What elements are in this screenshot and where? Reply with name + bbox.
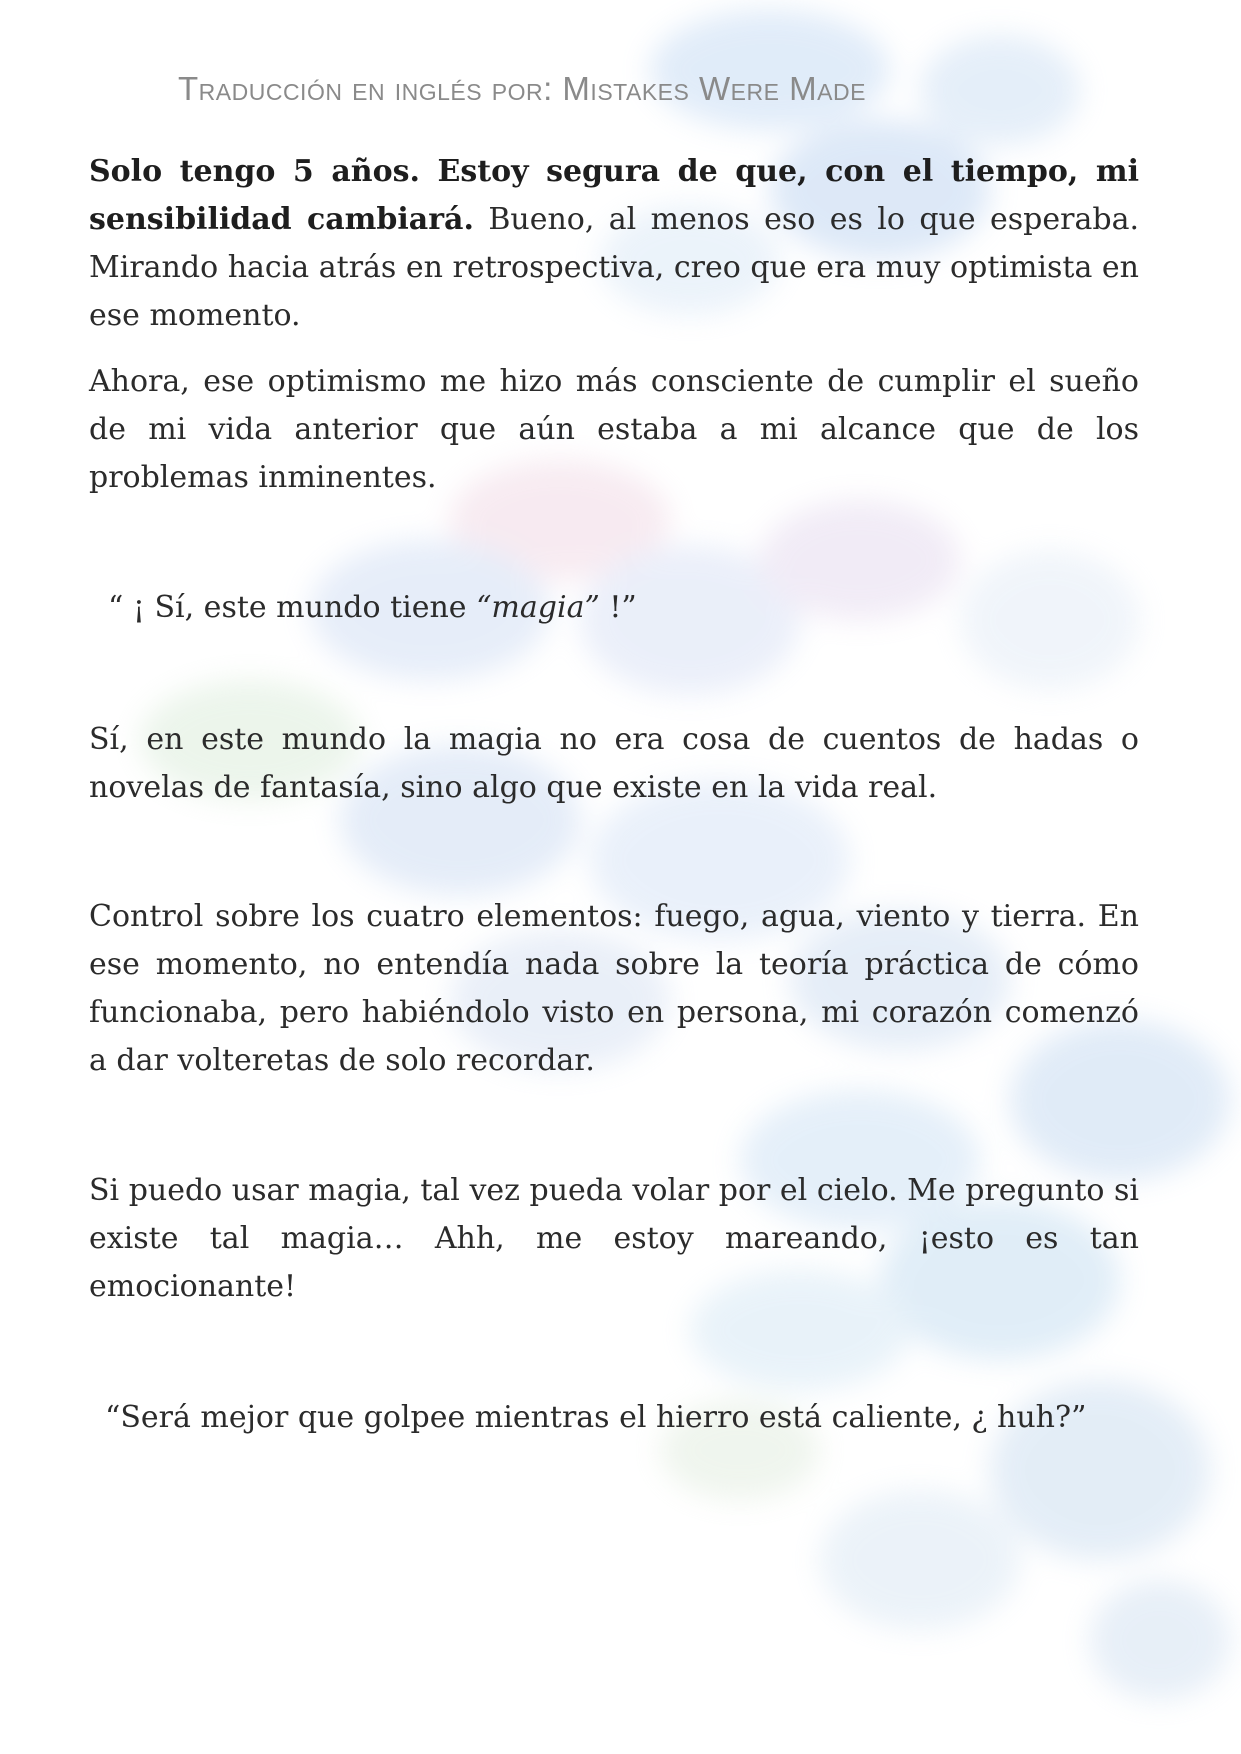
quote-magic	[108, 584, 637, 632]
paragraph-5: Si puedo usar magia, tal vez pueda volar por el cielo. Me pregunto si existe tal magia… Ahh, me estoy mareando, ¡esto es tan emocionante!	[89, 1173, 1139, 1304]
paragraph-1	[89, 148, 1139, 340]
paragraph-2: Ahora, ese optimismo me hizo más consciente de cumplir el sueño de mi vida anterior que aún estaba a mi alcance que de los problemas inminentes.	[89, 364, 1139, 495]
quote-magic-word: “magia”	[476, 590, 600, 625]
quote-iron: “Será mejor que golpee mientras el hierro está caliente, ¿ huh?”	[105, 1400, 1087, 1435]
paragraph-1-bold: Solo tengo 5 años. Estoy segura de que, con el tiempo, mi sensibilidad cambiará.	[89, 154, 1139, 237]
paragraph-1-rest: Bueno, al menos eso es lo que esperaba. Mirando hacia atrás en retrospectiva, creo que era muy optimista en ese momento.	[89, 202, 1139, 333]
quote-magic-open: “ ¡ Sí, este mundo tiene	[108, 590, 477, 625]
translator-header: Traducción en inglés por: Mistakes Were Made	[178, 70, 866, 107]
quote-magic-close: !”	[599, 590, 637, 625]
paragraph-3: Sí, en este mundo la magia no era cosa de cuentos de hadas o novelas de fantasía, sino algo que existe en la vida real.	[89, 722, 1139, 805]
paragraph-4: Control sobre los cuatro elementos: fuego, agua, viento y tierra. En ese momento, no entendía nada sobre la teoría práctica de cómo funcionaba, pero habiéndolo visto en persona, mi corazón comenzó a dar volteretas de solo recordar.	[89, 899, 1139, 1078]
